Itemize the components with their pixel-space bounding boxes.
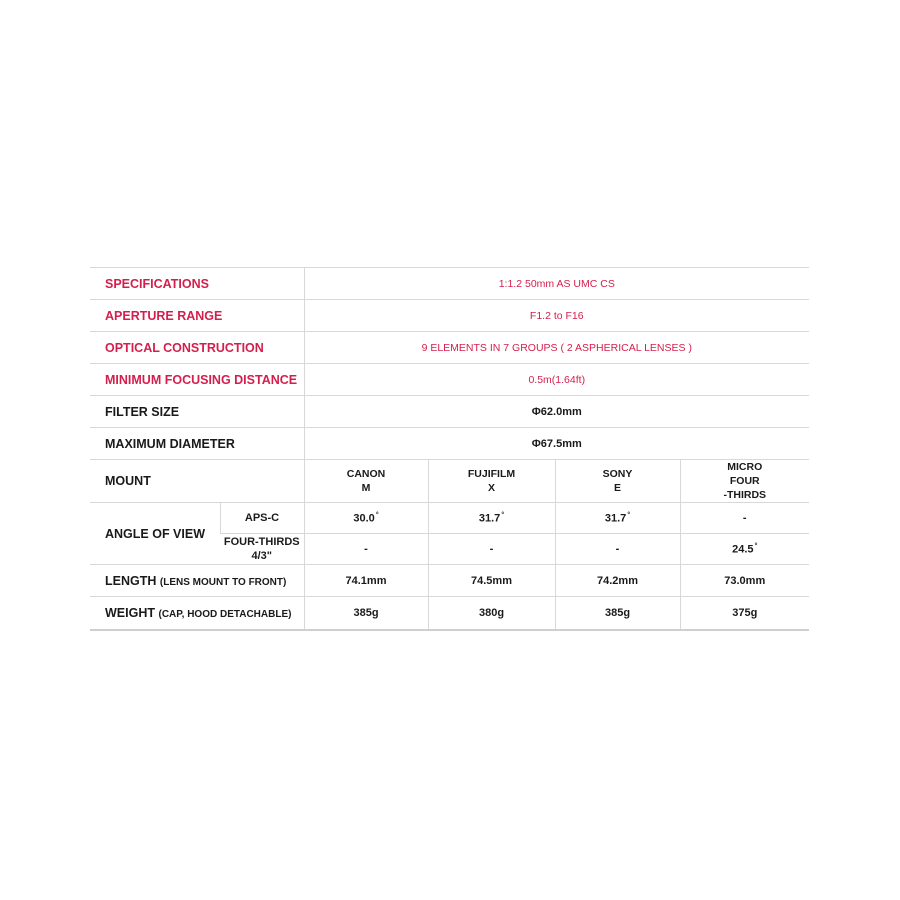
angle-of-view-label: ANGLE OF VIEW: [90, 503, 220, 565]
weight-value: 380g: [428, 597, 555, 630]
row-filter-size: [90, 396, 809, 428]
row-mount: [90, 460, 809, 503]
weight-value: 385g: [555, 597, 680, 630]
mount-name: MICRO: [727, 461, 763, 473]
mount-type: X: [488, 482, 496, 494]
mount-sony-e: [555, 460, 680, 503]
length-value: 73.0mm: [680, 565, 809, 597]
angle-cell: 31.7°: [428, 503, 555, 534]
mount-label: MOUNT: [90, 460, 304, 503]
degree-mark: °: [754, 542, 758, 550]
mount-type: E: [614, 482, 622, 494]
min-focus-value: 0.5m(1.64ft): [304, 364, 809, 396]
filter-size-label: FILTER SIZE: [90, 396, 304, 428]
angle-cell: 31.7°: [555, 503, 680, 534]
length-value: 74.1mm: [304, 565, 428, 597]
mount-type-suffix: -THIRDS: [723, 489, 767, 501]
filter-size-value: Φ62.0mm: [304, 396, 809, 428]
row-optical-construction: [90, 332, 809, 364]
angle-cell: -: [680, 503, 809, 534]
length-value: 74.5mm: [428, 565, 555, 597]
weight-value: 385g: [304, 597, 428, 630]
mount-micro-four-thirds: [680, 460, 809, 503]
degree-mark: °: [375, 511, 379, 519]
spec-table: [90, 267, 809, 631]
optical-construction-label: OPTICAL CONSTRUCTION: [90, 332, 304, 364]
angle-cell: -: [555, 534, 680, 565]
weight-label: WEIGHT (CAP, HOOD DETACHABLE): [90, 597, 304, 630]
angle-cell: -: [428, 534, 555, 565]
mount-name: CANON: [346, 468, 386, 480]
row-minimum-focusing-distance: [90, 364, 809, 396]
mount-canon-m: [304, 460, 428, 503]
degree-mark: °: [627, 511, 631, 519]
mount-name: FUJIFILM: [467, 468, 516, 480]
row-aperture-range: [90, 300, 809, 332]
length-label: LENGTH (LENS MOUNT TO FRONT): [90, 565, 304, 597]
angle-cell: 30.0°: [304, 503, 428, 534]
max-diameter-value: Φ67.5mm: [304, 428, 809, 460]
max-diameter-label: MAXIMUM DIAMETER: [90, 428, 304, 460]
specifications-value: 1:1.2 50mm AS UMC CS: [304, 268, 809, 300]
row-weight: [90, 597, 809, 630]
optical-construction-value: 9 ELEMENTS IN 7 GROUPS ( 2 ASPHERICAL LENSES ): [304, 332, 809, 364]
angle-cell: -: [304, 534, 428, 565]
mount-fujifilm-x: [428, 460, 555, 503]
aperture-range-label: APERTURE RANGE: [90, 300, 304, 332]
mount-type: M: [361, 482, 371, 494]
row-length: [90, 565, 809, 597]
weight-value: 375g: [680, 597, 809, 630]
row-specifications: [90, 268, 809, 300]
angle-cell: 24.5°: [680, 534, 809, 565]
four-thirds-label: FOUR-THIRDS 4/3": [220, 534, 304, 565]
apsc-label: APS-C: [220, 503, 304, 534]
mount-name: SONY: [602, 468, 633, 480]
min-focus-label: MINIMUM FOCUSING DISTANCE: [90, 364, 304, 396]
row-maximum-diameter: [90, 428, 809, 460]
aperture-range-value: F1.2 to F16: [304, 300, 809, 332]
mount-type: FOUR: [729, 475, 760, 487]
length-value: 74.2mm: [555, 565, 680, 597]
degree-mark: °: [501, 511, 505, 519]
row-angle-apsc: [90, 503, 809, 534]
specifications-label: SPECIFICATIONS: [90, 268, 304, 300]
